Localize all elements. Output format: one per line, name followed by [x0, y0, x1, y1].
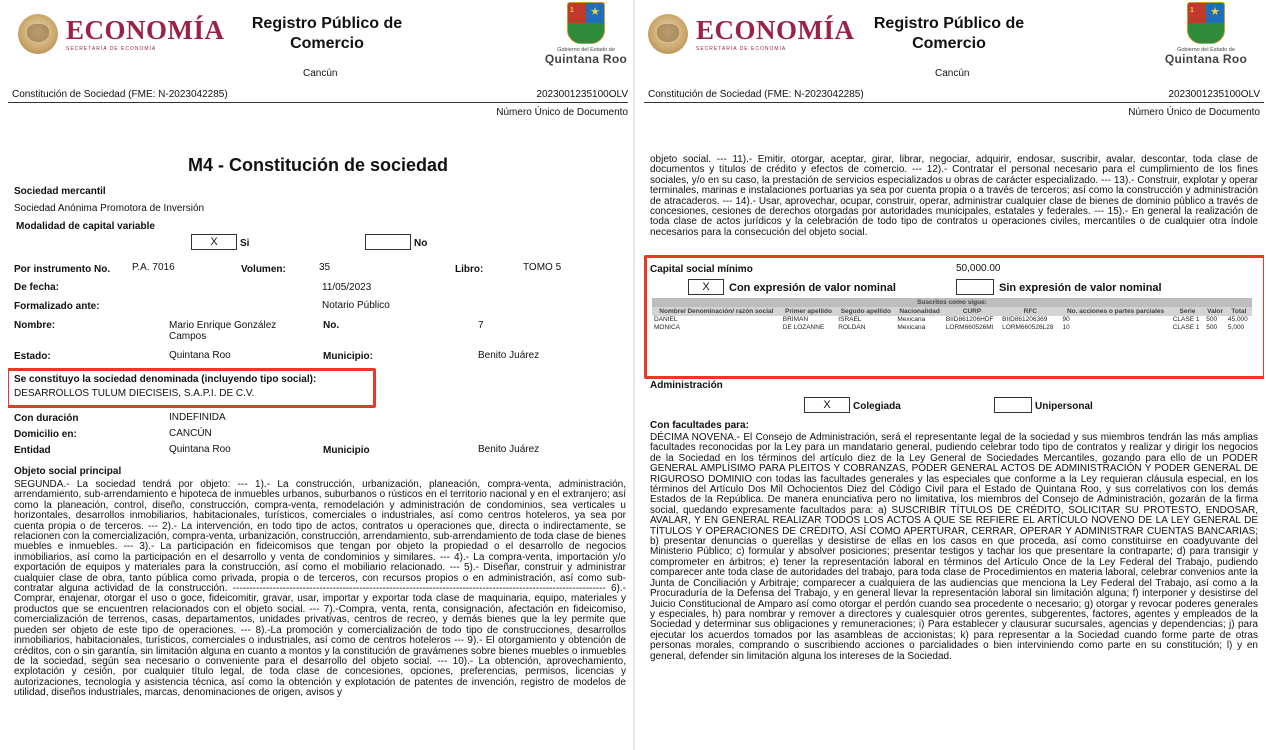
national-seal-icon	[648, 14, 688, 54]
table-cell: 500	[1206, 324, 1218, 331]
con-valor-group	[688, 278, 896, 296]
document-header-line	[8, 86, 628, 103]
brand-name: ECONOMÍA	[66, 14, 225, 45]
document-reference: Constitución de Sociedad (FME: N-2023042285)	[648, 89, 864, 100]
formalizado-label: Formalizado ante:	[14, 301, 100, 312]
no-label: No	[414, 238, 428, 249]
table-header-cell: Total	[1226, 307, 1252, 316]
table-header-cell: Primer apellido	[781, 307, 837, 316]
document-number: 2023001235100OLV	[536, 89, 628, 100]
facultades-text: DÉCIMA NOVENA.- El Consejo de Administración, será el representante legal de la sociedad y sus miembros tendrán las más amplias facultades reconocidas por la Ley para un mandatario general, pudiendo celebrar todo tipo de contratos y realizar y dirigir los negocios de la Sociedad en los términos del artículo diez de la Ley General de Sociedades Mercantiles, gozando para ello de un PODER GENERAL AMPLÍSIMO PARA PLEITOS Y COBRANZAS, PODER GENERAL ACTOS DE ADMINISTRACIÓN Y PODER GENERAL DE RIGUROSO DOMINIO con todas las facultades generales y las especiales que conforme a la Ley requieran cláusula especial, en los términos del Artículo Dos Mil Ochocientos Diez del Código Civil para el Estado de Quintana Roo, y sus correlativos con los demás Estados de la República. De manera enunciativa pero no limitativa, los miembros del Consejo de Administración, gozarán de la firma social, quedando expresamente facultados para: a) SUSCRIBIR TÍTULOS DE CRÉDITO, SOLICITAR SU PROTESTO, ENDOSAR, AVALAR, Y EN GENERAL REALIZAR TODOS LOS ACTOS A QUE SE REFIERE EL ARTÍCULO NOVENO DE LA LEY GENERAL DE TÍTULOS Y OPERACIONES DE CRÉDITO, ASÍ COMO APERTURAR, CERRAR, OPERAR Y ADMINISTRAR CUENTAS BANCARIAS; b) presentar denuncias o querellas y desistirse de ellas en los casos en que proceda, así como constituirse en coadyuvante del Ministerio Público; c) formular y absolver posiciones; presentar testigos y tachar los que presentare la contraparte; d) para transigir y comprometer en árbitros; e) tener la representación laboral en términos del Artículo Once de la Ley Federal del Trabajo, pudiendo comparecer ante toda clase de autoridades del trabajo, para toda clase de Procedimientos en materia laboral, celebrar convenios ante la Junta de Conciliación y Arbitraje; comparecer a cualquiera de las audiencias que menciona la Ley Federal del Trabajo, así como a la Procuraduría de la Defensa del Trabajo, y en general llevar la representación laboral sin limitación alguna; f) interponer y desistirse del Juicio Constitucional de Amparo así como otorgar el perdón cuando sea procedente o necesario; g) otorgar y revocar poderes generales y especiales, h) para nombrar y remover a directores y cualesquier otros gerentes, subgerentes, factores, agentes y empleados de la Sociedad y determinar sus obligaciones y remuneraciones; i) Para establecer y clausurar sucursales, agencias y dependencias; j) para ejecutar los acuerdos tomados por las asambleas de accionistas; k) para representar a la Sociedad cuando forme parte de otras personas morales, comprando o suscribiendo acciones o parcialidades o bien interviniendo como parte en su constitución; l) y en general, defender sin limitación alguna los intereses de la Sociedad.	[650, 432, 1258, 662]
table-row	[652, 324, 1252, 332]
table-caption: Suscritos como sigue:	[652, 298, 1252, 307]
document-header-line	[644, 86, 1264, 103]
colegiada-group	[804, 396, 901, 414]
con-valor-label: Con expresión de valor nominal	[729, 282, 896, 294]
sin-valor-group	[956, 278, 1162, 296]
estado-label: Estado:	[14, 351, 51, 362]
state-shield-icon: 1 ★	[567, 2, 605, 44]
sociedad-label: Sociedad mercantil	[14, 186, 106, 197]
state-name-label: Quintana Roo	[1164, 52, 1248, 66]
table-cell: ROLDAN	[838, 324, 866, 331]
entidad-label: Entidad	[14, 445, 51, 456]
denominada-label: Se constituyo la sociedad denominada (incluyendo tipo social):	[14, 374, 317, 385]
registry-title-line2: Comercio	[290, 35, 364, 52]
state-name-label: Quintana Roo	[544, 52, 628, 66]
notary-number-label: No.	[323, 320, 340, 331]
table-header-cell: No. acciones o partes parciales	[1060, 307, 1170, 316]
si-checkbox[interactable]: X	[191, 234, 237, 250]
document-page-right	[644, 0, 1264, 750]
estado-value: Quintana Roo	[169, 350, 231, 361]
table-cell: 500	[1206, 316, 1218, 323]
document-page-left	[8, 0, 628, 750]
facultades-label: Con facultades para:	[650, 420, 749, 431]
table-row	[652, 316, 1252, 324]
objeto-continuation: objeto social. --- 11).- Emitir, otorgar, aceptar, girar, librar, negociar, adquirir, endosar, suscribir, avalar, descontar, toda clase de documentos y títulos de crédito y efectos de comercio. --- 12).- Contratar el personal necesario para el cumplimiento de los fines sociales, y/o en su caso, la prestación de servicios especializados u obras de carácter especializado. --- 13).- Construir, explotar y operar terminales, marinas e instalaciones portuarias ya sea por cuenta propia o a través de terceros; así como la construcción y administración de atracaderos. --- 14).- Usar, aprovechar, ocupar, construir, operar, administrar cualquier clase de bienes de dominio público a través de concesiones, cesiones de derechos otorgadas por autoridades municipales, estatales y federales. --- 15).- En general la realización de toda clase de actos jurídicos y la celebración de todo tipo de contratos u operaciones civiles, mercantiles o de cualquier otra índole necesarios para la consecución del objeto social.	[650, 154, 1258, 238]
libro-label: Libro:	[455, 264, 484, 275]
sin-valor-label: Sin expresión de valor nominal	[999, 282, 1162, 294]
volumen-label: Volumen:	[241, 264, 286, 275]
table-cell: ISRAEL	[838, 316, 862, 323]
registry-title	[232, 14, 422, 54]
brand-subtitle: SECRETARÍA DE ECONOMÍA	[66, 45, 157, 52]
municipio2-value: Benito Juárez	[478, 444, 540, 455]
si-label: Si	[240, 238, 250, 249]
duracion-label: Con duración	[14, 413, 79, 424]
document-reference: Constitución de Sociedad (FME: N-2023042285)	[12, 89, 228, 100]
table-header-cell: Serie	[1171, 307, 1205, 316]
table-cell: 45,000	[1227, 316, 1248, 323]
unipersonal-checkbox[interactable]	[994, 397, 1032, 413]
denominada-value: DESARROLLOS TULUM DIECISEIS, S.A.P.I. DE C.V.	[14, 388, 255, 399]
administracion-label: Administración	[650, 380, 723, 391]
nombre-label: Nombre:	[14, 320, 56, 331]
table-cell: CLASE 1	[1172, 316, 1200, 323]
table-header-cell: Valor	[1204, 307, 1226, 316]
capital-label: Capital social mínimo	[650, 264, 753, 275]
capital-value: 50,000.00	[956, 263, 1001, 274]
table-header-cell: Nacionalidad	[895, 307, 943, 316]
table-body	[652, 316, 1252, 332]
suscriptores-table-wrap	[652, 298, 1252, 332]
volumen-value: 35	[319, 262, 331, 273]
table-header-row	[652, 307, 1252, 316]
document-number-label: Número Único de Documento	[496, 107, 628, 118]
suscriptores-table	[652, 307, 1252, 332]
state-gov-label: Gobierno del Estado de	[1177, 47, 1235, 53]
table-header-cell: CURP	[944, 307, 1000, 316]
no-checkbox[interactable]	[365, 234, 411, 250]
formalizado-value: Notario Público	[322, 300, 390, 311]
entidad-value: Quintana Roo	[169, 444, 231, 455]
domicilio-label: Domicilio en:	[14, 429, 77, 440]
municipio-label: Municipio:	[323, 351, 373, 362]
table-cell: 90	[1062, 316, 1070, 323]
table-cell: BRIMAN	[782, 316, 809, 323]
no-checkbox-group	[365, 233, 427, 251]
page-divider	[633, 0, 635, 750]
fecha-label: De fecha:	[14, 282, 60, 293]
city-label: Cancún	[303, 68, 338, 79]
table-cell: BIID861206HDF	[945, 316, 994, 323]
economia-logo	[648, 14, 855, 54]
unipersonal-label: Unipersonal	[1035, 401, 1093, 412]
table-cell: DE LOZANNE	[782, 324, 825, 331]
instrumento-value: P.A. 7016	[132, 262, 175, 273]
registry-title-line2: Comercio	[912, 35, 986, 52]
document-number: 2023001235100OLV	[1168, 89, 1260, 100]
table-cell: MONICA	[654, 324, 680, 331]
quintana-roo-logo	[1156, 2, 1256, 65]
table-cell: LORM660526MI	[945, 324, 994, 331]
libro-value: TOMO 5	[523, 262, 562, 273]
table-cell: DANIEL	[654, 316, 678, 323]
table-cell: Mexicana	[897, 324, 926, 331]
domicilio-value: CANCÚN	[169, 428, 212, 439]
national-seal-icon	[18, 14, 58, 54]
table-header-cell: RFC	[1000, 307, 1060, 316]
quintana-roo-logo	[536, 2, 628, 65]
table-cell: 5,000	[1227, 324, 1245, 331]
colegiada-checkbox[interactable]: X	[804, 397, 850, 413]
table-header-cell: Segudo apellido	[836, 307, 895, 316]
brand-name: ECONOMÍA	[696, 14, 855, 45]
sociedad-value: Sociedad Anónima Promotora de Inversión	[14, 203, 205, 214]
objeto-text: SEGUNDA.- La sociedad tendrá por objeto: --- 1).- La construcción, urbanización, planeación, compra-venta, administración, arrendamiento, sub-arrendamiento e hipoteca de inmuebles urbanos, suburbanos o rústicos en el territorio nacional y en el extranjero; así como la planeación, control, diseño, construcción, compra-venta, remodelación y administración de condominios, sea verticales u horizontales, desarrollos inmobiliarios, habitacionales, turísticos, comerciales o industriales, así como centros hoteleros, ya sea por cuenta propia o de terceros. --- 2).- La intervención, en todo tipo de actos, contratos u operaciones que, directa o indirectamente, se relacionen con la comercialización, compra-venta, urbanización, construcción, arrendamiento, sub-arrendamiento de toda clase de bienes muebles e inmuebles. --- 3).- La participación en fideicomisos que tengan por objeto la propiedad o el desarrollo de negocios inmobiliarios, así como la participación en el desarrollo y venta de condominios y similares. --- 4).- La compra-venta, importación y/o exportación de equipos y materiales para la construcción, así como el mobiliario relacionado. --- 5).- Diseñar, construir y administrar cualquier clase de obra, tanto pública como privada, propia o de terceros, con recursos propios o en administración, así como sub-contratar alguna actividad de la construcción. ---------------------------------------------------------------------------------------------------------------- 6).- Comprar, enajenar, otorgar el uso o goce, fideicomitir, gravar, usar, importar y exportar toda clase de maquinaria, equipo, materiales y productos que se encuentren relacionados con el objeto social. --- 7).-Compra, venta, renta, consignación, afectación en fideicomiso, comercialización de terrenos, casas, departamentos, unidades privativas, centros de recreo, y demás bienes que la ley permite que pueden ser objeto de este tipo de operaciones. --- 8).-La promoción y comercialización de todo tipo de construcciones, desarrollos inmobiliarios, habitacionales, turísticos, comerciales o industriales, así como de centros hoteleros --- 9).- El otorgamiento y obtención de créditos, con o sin garantía, sin limitación alguna en cuanto a montos y la constitución de gravámenes sobre bienes muebles o inmuebles de la sociedad, según sea necesario o conveniente para el desarrollo del objeto social. --- 10).- La obtención, aprovechamiento, explotación y cesión, por cualquier título legal, de toda clase de concesiones, opciones, preferencias, permisos, licencias y autorizaciones, tecnología y asistencia técnica, así como la obtención y explotación de patentes de invención, registro de modelos de utilidad, diseños industriales, marcas, denominaciones de origen, avisos y	[14, 479, 626, 699]
registry-title-line1: Registro Público de	[251, 15, 403, 32]
table-cell: BIID861206369	[1002, 316, 1048, 323]
state-gov-label: Gobierno del Estado de	[557, 47, 615, 53]
table-cell: Mexicana	[897, 316, 926, 323]
nombre-value-line1: Mario Enrique González	[169, 320, 277, 331]
economia-logo	[18, 14, 225, 54]
state-shield-icon: 1 ★	[1187, 2, 1225, 44]
si-checkbox-group	[191, 233, 249, 251]
registry-title	[854, 14, 1044, 54]
unipersonal-group	[994, 396, 1093, 414]
registry-title-line1: Registro Público de	[873, 15, 1025, 32]
notary-number-value: 7	[478, 320, 484, 331]
municipio2-label: Municipio	[323, 445, 370, 456]
duracion-value: INDEFINIDA	[169, 412, 226, 423]
table-cell: CLASE 1	[1172, 324, 1200, 331]
document-number-label: Número Único de Documento	[1128, 107, 1260, 118]
instrumento-label: Por instrumento No.	[14, 264, 111, 275]
colegiada-label: Colegiada	[853, 401, 901, 412]
page-title: M4 - Constitución de sociedad	[187, 155, 449, 175]
table-header-cell: Nombre/ Denominación/ razón social	[652, 307, 781, 316]
modalidad-label: Modalidad de capital variable	[16, 221, 155, 232]
brand-subtitle: SECRETARÍA DE ECONOMÍA	[696, 45, 787, 52]
fecha-value: 11/05/2023	[322, 282, 372, 293]
table-cell: LORM660526L28	[1002, 324, 1054, 331]
city-label: Cancún	[935, 68, 970, 79]
nombre-value-line2: Campos	[169, 331, 207, 342]
municipio-value: Benito Juárez	[478, 350, 540, 361]
con-valor-checkbox[interactable]: X	[688, 279, 724, 295]
sin-valor-checkbox[interactable]	[956, 279, 994, 295]
objeto-label: Objeto social principal	[14, 466, 122, 477]
table-cell: 10	[1062, 324, 1070, 331]
